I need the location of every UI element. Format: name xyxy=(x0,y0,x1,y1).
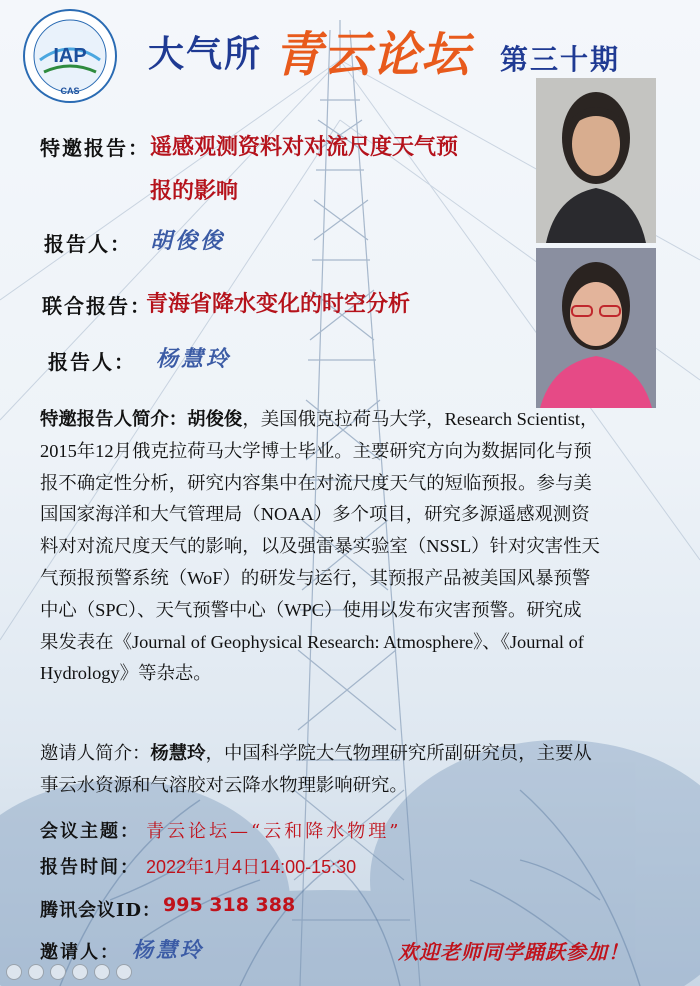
talk2-speaker: 杨慧玲 xyxy=(156,346,232,372)
host-bio-label: 邀请人简介： xyxy=(40,743,151,763)
bio-line: 气预报预警系统（WoF）的研发与运行，其预报产品被美国风暴预警 xyxy=(40,567,591,588)
zoom-icon[interactable] xyxy=(6,964,22,980)
bio-text: ，中国科学院大气物理研究所副研究员，主要从 xyxy=(205,743,592,763)
speaker-bio xyxy=(40,404,672,690)
host-bio-name: 杨慧玲 xyxy=(150,743,206,764)
copy-icon[interactable] xyxy=(72,964,88,980)
viewer-toolbar xyxy=(6,964,132,982)
bio-line: 2015年12月俄克拉荷马大学博士毕业。主要研究方向为数据同化与预 xyxy=(40,440,592,461)
theme-value: 青云论坛—“云和降水物理” xyxy=(146,821,402,842)
logo-subtext: CAS xyxy=(60,86,80,96)
host-value: 杨慧玲 xyxy=(132,937,204,962)
title-forum: 青云论坛 xyxy=(274,27,471,83)
theme-label: 会议主题： xyxy=(40,821,140,842)
portrait-placeholder-icon xyxy=(536,248,656,408)
title-institute: 大气所 xyxy=(148,33,263,75)
share-icon[interactable] xyxy=(94,964,110,980)
more-icon[interactable] xyxy=(116,964,132,980)
bio-line: 料对对流尺度天气的影响，以及强雷暴实验室（NSSL）针对灾害性天 xyxy=(40,536,600,557)
pen-icon[interactable] xyxy=(50,964,66,980)
talk1-speaker: 胡俊俊 xyxy=(150,228,226,254)
bio-line: 国国家海洋和大气管理局（NOAA）多个项目，研究多源遥感观测资 xyxy=(40,504,590,525)
title-issue: 第三十期 xyxy=(500,43,621,76)
bio-line: 中心（SPC）、天气预警中心（WPC）使用以发布灾害预警。研究成 xyxy=(40,599,582,620)
meeting-id-label: 腾讯会议ID： xyxy=(40,900,162,921)
bio-line: 事云水资源和气溶胶对云降水物理影响研究。 xyxy=(40,774,408,795)
talk1-title-line1: 遥感观测资料对对流尺度天气预 xyxy=(150,134,459,160)
speaker-photo-hu xyxy=(536,78,656,243)
time-label: 报告时间： xyxy=(40,857,140,878)
logo-text: IAP xyxy=(53,45,87,67)
portrait-placeholder-icon xyxy=(536,78,656,243)
talk1-label: 特邀报告： xyxy=(40,136,150,160)
host-label: 邀请人： xyxy=(40,942,120,963)
bio-line xyxy=(40,404,672,436)
bio-line: Hydrology》等杂志。 xyxy=(40,663,212,684)
bio-label: 特邀报告人简介： xyxy=(40,409,188,430)
time-value: 2022年1月4日14:00-15:30 xyxy=(146,857,357,877)
bio-line: 报不确定性分析，研究内容集中在对流尺度天气的短临预报。参与美 xyxy=(40,472,592,493)
speaker-photo-yang xyxy=(536,248,656,408)
iap-logo xyxy=(22,8,118,104)
meeting-id-value: 995 318 388 xyxy=(163,894,296,916)
talk2-title: 青海省降水变化的时空分析 xyxy=(146,291,411,317)
bio-text: ，美国俄克拉荷马大学，Research Scientist， xyxy=(242,409,599,429)
host-bio xyxy=(40,738,672,802)
bio-name: 胡俊俊 xyxy=(187,409,243,430)
talk2-label: 联合报告： xyxy=(42,294,152,318)
welcome-message: 欢迎老师同学踊跃参加！ xyxy=(398,940,629,964)
talk1-speaker-label: 报告人： xyxy=(44,232,132,256)
talk1-title-line2: 报的影响 xyxy=(150,178,239,204)
talk2-speaker-label: 报告人： xyxy=(48,350,136,374)
edit-icon[interactable] xyxy=(28,964,44,980)
bio-line xyxy=(40,738,672,770)
bio-line: 果发表在《Journal of Geophysical Research: Atmosphere》、《Journal of xyxy=(40,631,584,652)
